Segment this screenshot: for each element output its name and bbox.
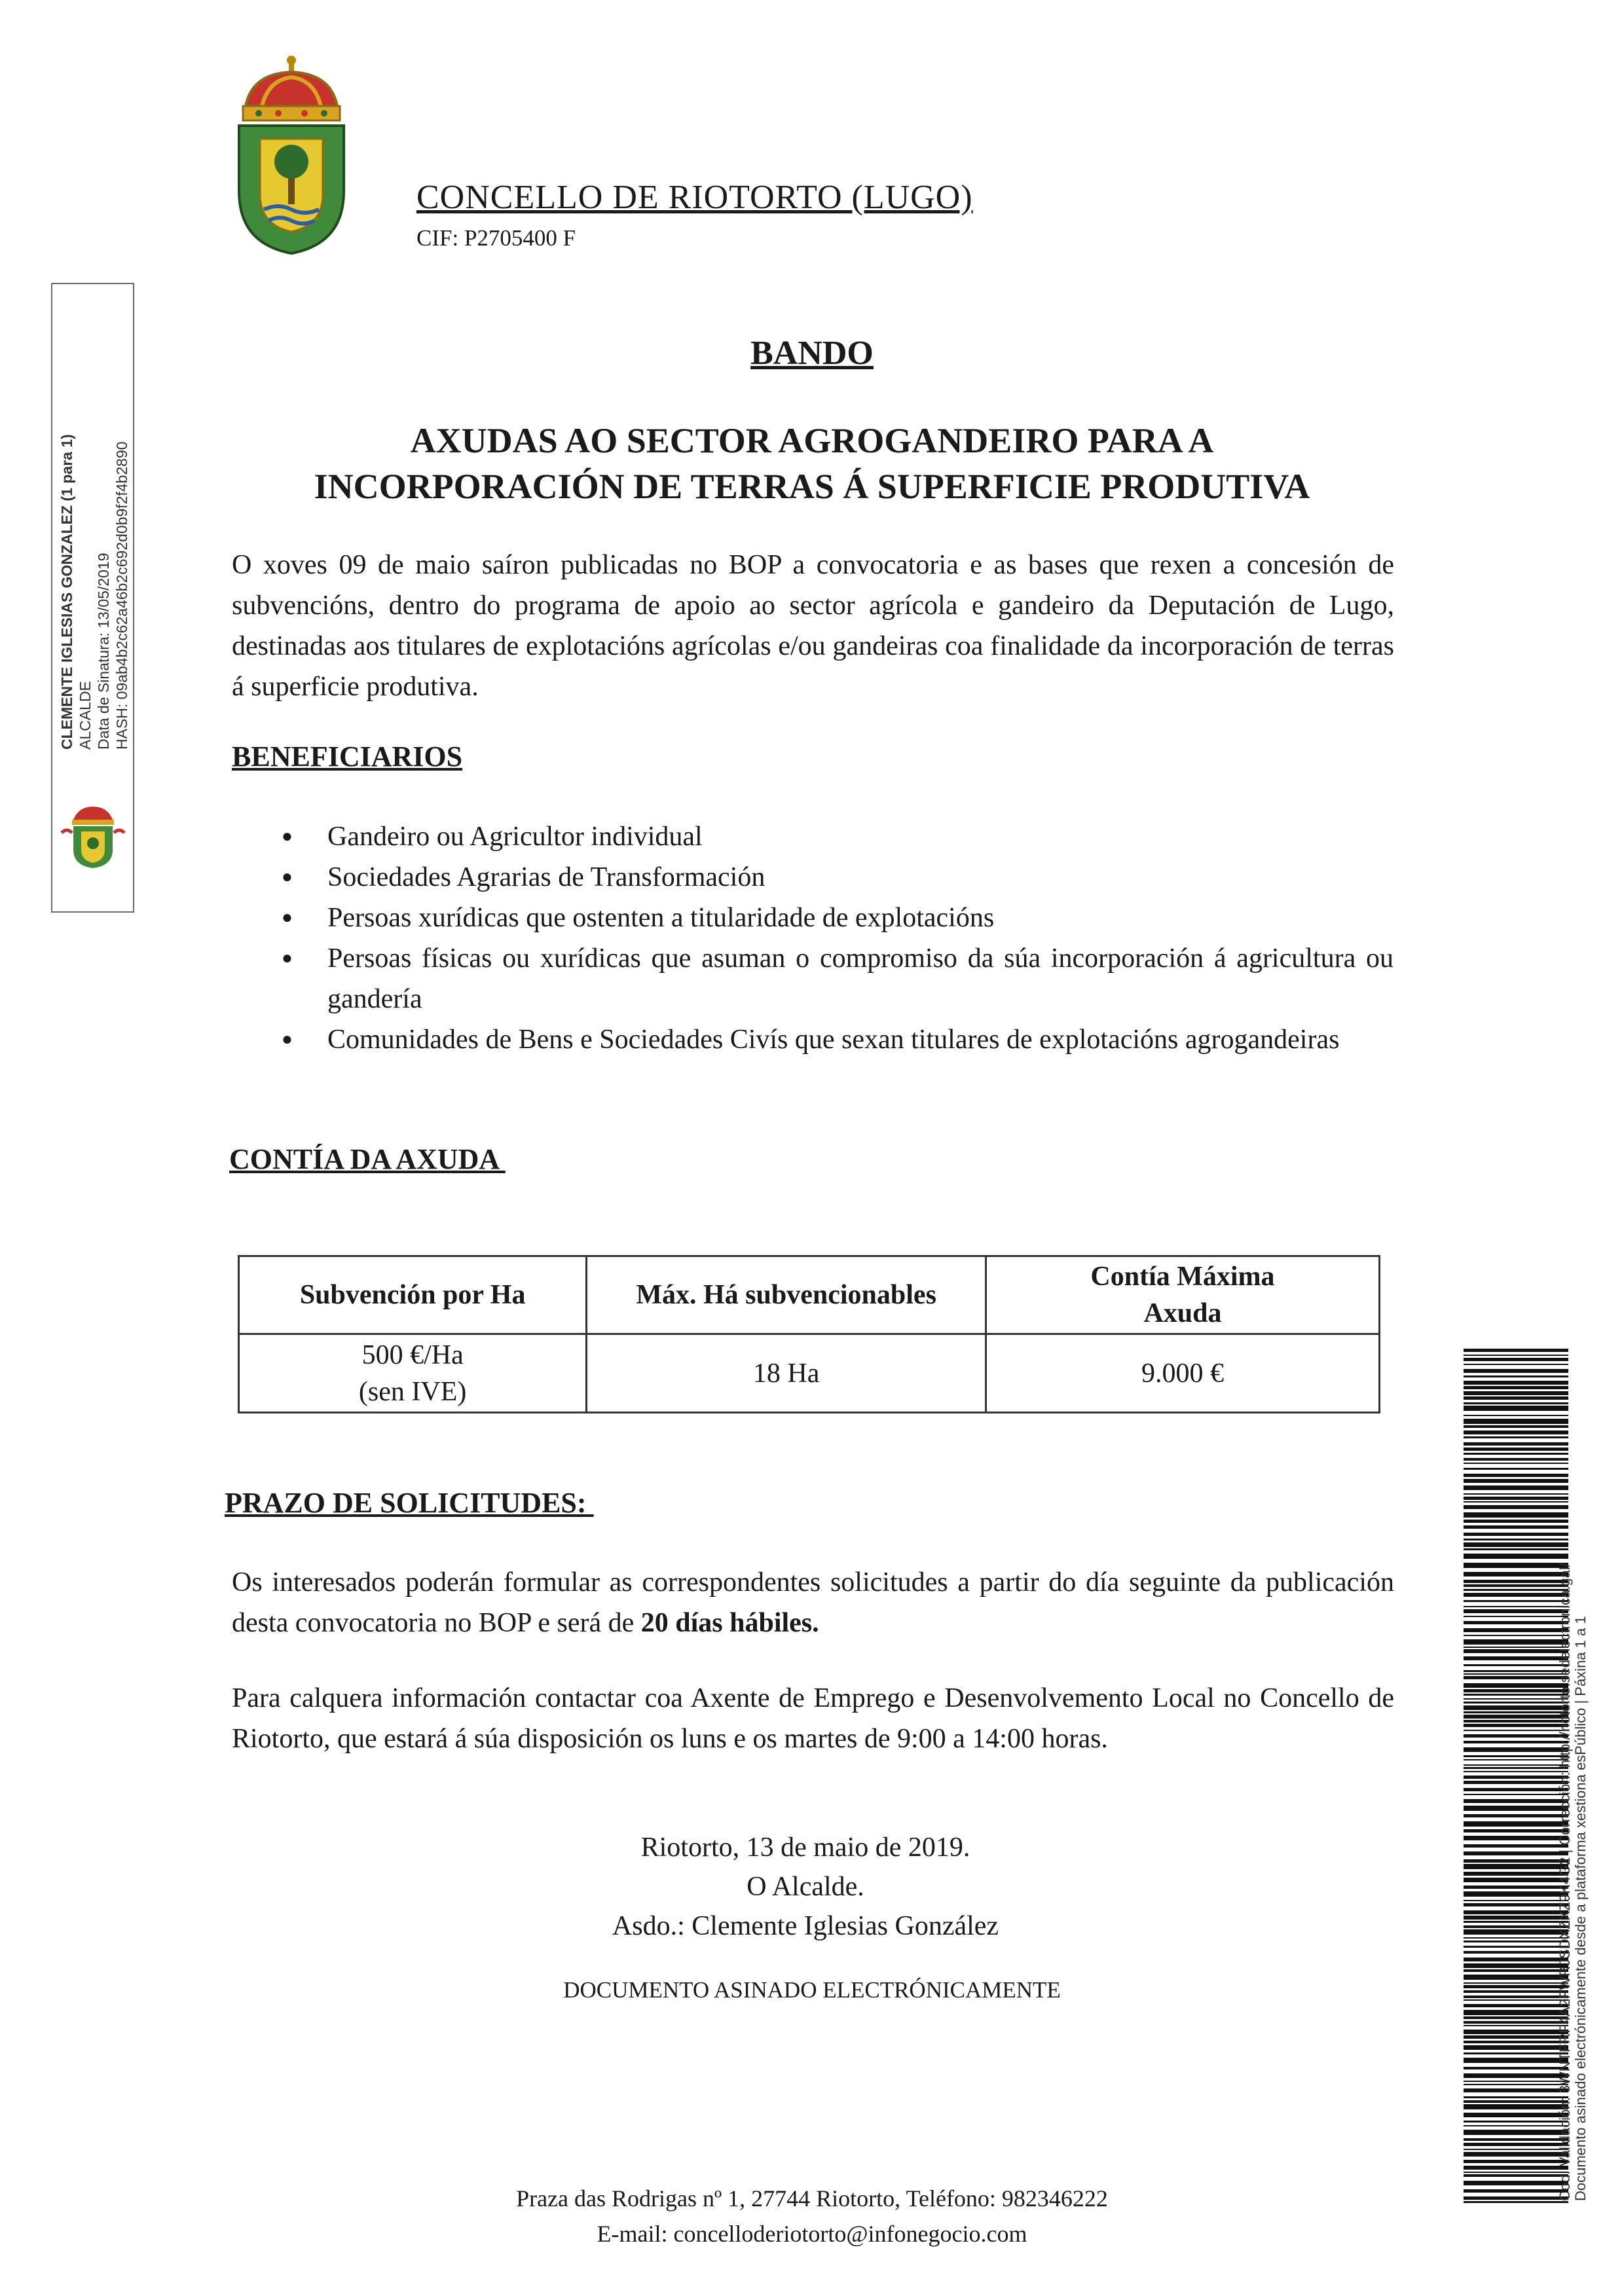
barcode-bar [1464,2021,1568,2024]
deadline-heading: PRAZO DE SOLICITUDES: [225,1487,594,1519]
barcode-bar [1464,1606,1568,1607]
barcode-bar [1464,2104,1568,2109]
barcode-bar [1464,1958,1568,1961]
table-header-cell: Subvención por Ha [239,1256,587,1334]
barcode-bar [1464,1355,1568,1356]
barcode-bar [1464,1929,1568,1935]
barcode-bar [1464,1990,1568,1993]
barcode-bar [1464,2088,1568,2092]
barcode-bar [1464,1982,1568,1984]
barcode-bar [1464,2016,1568,2019]
barcode-bar [1464,2174,1568,2177]
beneficiaries-list [275,816,1393,1060]
barcode-bar [1464,1747,1568,1752]
barcode-bar [1464,1995,1568,1998]
municipal-crest-icon [232,54,350,257]
barcode-bar [1464,1711,1568,1713]
barcode-bar [1464,1497,1568,1500]
list-item: ● Gandeiro ou Agricultor individual [275,816,1393,857]
barcode-bar [1464,1702,1568,1704]
barcode-bar [1464,1794,1568,1795]
barcode-bar [1464,1628,1568,1632]
table-cell-line: 500 €/Ha [361,1339,464,1370]
barcode-bar [1464,1593,1568,1597]
barcode-bar [1464,2041,1568,2043]
barcode-bar [1464,1463,1568,1464]
barcode-bar [1464,1903,1568,1906]
electronic-signature-note: DOCUMENTO ASINADO ELECTRÓNICAMENTE [563,1977,1061,2003]
barcode-bar [1464,1829,1568,1832]
barcode-bar [1464,1767,1568,1769]
table-row [239,1334,1380,1413]
barcode-bar [1464,1647,1568,1648]
barcode-bar [1464,1448,1568,1451]
barcode-bar [1464,1525,1568,1529]
barcode-bar [1464,1505,1568,1509]
barcode-bar [1464,1670,1568,1672]
barcode-bar [1464,1788,1568,1791]
barcode-bar [1464,2143,1568,2146]
signer-name: Asdo.: Clemente Iglesias González [612,1911,999,1941]
barcode-bar [1464,1364,1568,1365]
barcode-bar [1464,2160,1568,2163]
title-line-1: AXUDAS AO SECTOR AGROGANDEIRO PARA A [410,421,1214,460]
barcode-bar [1464,1764,1568,1766]
barcode-bar [1464,2045,1568,2050]
closing-block [511,1828,1100,1946]
barcode-bar [1464,1925,1568,1928]
beneficiaries-heading: BENEFICIARIOS [232,740,463,773]
organization-cif: CIF: P2705400 F [416,225,576,251]
barcode-bar [1464,2030,1568,2034]
barcode-bar [1464,1493,1568,1495]
barcode-bar [1464,1683,1568,1688]
contact-info-paragraph: Para calquera información contactar coa Axente de Emprego e Desenvolvemento Local no Concello de Riotorto, que estará á súa disposición os luns e os martes de 9:00 a 14:00 horas. [232,1683,1394,1754]
barcode-bar [1464,2058,1568,2063]
barcode-bar [1464,1589,1568,1591]
deadline-days: 20 días hábiles. [640,1608,819,1638]
barcode-bar [1464,2196,1568,2200]
barcode-bar [1464,1542,1568,1547]
table-header-line: Axuda [1143,1298,1222,1328]
barcode-bar [1464,1554,1568,1559]
barcode-bar [1464,1963,1568,1968]
barcode-bar [1464,1656,1568,1660]
barcode-bar [1464,2096,1568,2098]
barcode-bar [1464,1814,1568,1817]
list-item: ● Sociedades Agrarias de Transformación [275,857,1393,898]
organization-name: CONCELLO DE RIOTORTO (LUGO) [416,179,973,216]
deadline-paragraph [232,1562,1394,1643]
barcode-bar [1464,1985,1568,1988]
barcode-bar [1464,1776,1568,1779]
barcode-bar [1464,2201,1568,2203]
barcode-icon [1464,1349,1568,2203]
barcode-bar [1464,1886,1568,1889]
barcode-bar [1464,1639,1568,1645]
barcode-bar [1464,1649,1568,1653]
barcode-bar [1464,2130,1568,2135]
barcode-bar [1464,1705,1568,1710]
barcode-bar [1464,1430,1568,1434]
footer-email: E-mail: concelloderiotorto@infonegocio.com [597,2221,1027,2247]
barcode-bar [1464,1425,1568,1428]
barcode-bar [1464,1664,1568,1666]
signature-date: Data de Sinatura: 13/05/2019 [95,553,112,750]
table-cell: 9.000 € [986,1334,1379,1413]
document-type-heading: BANDO [750,335,874,372]
signature-hash: HASH: 09ab4b2c62a46b2c692d0b9f2f4b2890 [113,441,130,750]
barcode-bar [1464,1999,1568,2001]
barcode-bar [1464,1689,1568,1692]
barcode-bar [1464,1878,1568,1882]
barcode-bar [1464,1921,1568,1923]
barcode-bar [1464,1349,1568,1352]
barcode-bar [1464,2035,1568,2039]
barcode-bar [1464,1474,1568,1477]
barcode-bar [1464,1419,1568,1424]
barcode-bar [1464,1520,1568,1523]
barcode-bar [1464,2121,1568,2123]
barcode-bar [1464,1910,1568,1914]
table-header-cell: Máx. Há subvencionables [587,1256,986,1334]
barcode-bar [1464,1844,1568,1848]
barcode-bar [1464,1724,1568,1727]
barcode-bar [1464,1501,1568,1503]
barcode-bar [1464,2100,1568,2103]
barcode-bar [1464,1468,1568,1470]
barcode-bar [1464,2138,1568,2141]
table-header-row [239,1256,1380,1334]
barcode-bar [1464,2152,1568,2157]
barcode-bar [1464,1946,1568,1948]
barcode-bar [1464,2067,1568,2069]
barcode-bar [1464,2189,1568,2193]
barcode-bar [1464,2010,1568,2015]
barcode-bar [1464,1584,1568,1587]
barcode-bar [1464,1720,1568,1722]
table-cell [239,1334,587,1413]
barcode-bar [1464,1396,1568,1400]
barcode-bar [1464,1864,1568,1869]
barcode-bar [1464,1369,1568,1373]
barcode-bar [1464,2025,1568,2026]
barcode-bar [1464,2081,1568,2082]
barcode-bar [1464,1676,1568,1679]
barcode-bar [1464,1358,1568,1361]
barcode-bar [1464,1759,1568,1760]
barcode-bar [1464,1381,1568,1385]
stamp-crest-icon [59,804,127,869]
barcode-bar [1464,1616,1568,1617]
validation-line-1: Cod. Validación: 3WNTFRF4A2FWRJSDXZXZ9K4G2 | Corrección: http://riotorto.sedelectronica.gal/ [1557,1563,1573,2201]
barcode-bar [1464,2181,1568,2185]
barcode-bar [1464,2052,1568,2054]
table-cell: 18 Ha [587,1334,986,1413]
validation-code [1557,1563,1589,2201]
barcode-bar [1464,1771,1568,1772]
barcode-bar [1464,1458,1568,1461]
barcode-bar [1464,1609,1568,1613]
barcode-bar [1464,1872,1568,1876]
barcode-bar [1464,1406,1568,1411]
barcode-bar [1464,1533,1568,1536]
place-date: Riotorto, 13 de maio de 2019. [640,1832,970,1863]
barcode-bar [1464,1741,1568,1743]
signature-signer: CLEMENTE IGLESIAS GONZALEZ (1 para 1) [58,434,75,750]
barcode-bar [1464,1442,1568,1446]
barcode-bar [1464,1635,1568,1636]
barcode-bar [1464,1900,1568,1901]
barcode-bar [1464,1512,1568,1518]
barcode-bar [1464,1563,1568,1568]
signer-role: O Alcalde. [747,1872,864,1902]
barcode-bar [1464,1734,1568,1738]
barcode-bar [1464,1937,1568,1939]
barcode-bar [1464,1755,1568,1757]
intro-paragraph: O xoves 09 de maio saíron publicadas no BOP a convocatoria e as bases que rexen a concesión de subvencións, dentro do programa de apoio ao sector agrícola e gandeiro da Deputación de Lugo, destinadas aos titulares de explotacións agrícolas e/ou gandeiras coa finalidade da incorporación de terras á superficie produtiva. [232,550,1394,702]
barcode-bar [1464,1539,1568,1540]
validation-line-2: Documento asinado electrónicamente desde a plataforma xestiona esPúblico | Páxina 1 a 1 [1572,1616,1589,2201]
barcode-bar [1464,1621,1568,1624]
table-header-cell [986,1256,1379,1334]
barcode-bar [1464,1836,1568,1840]
barcode-bar [1464,1941,1568,1942]
barcode-bar [1464,1548,1568,1550]
signature-role: ALCALDE [77,681,94,750]
signature-stamp [58,434,131,750]
barcode-bar [1464,2084,1568,2085]
barcode-bar [1464,1402,1568,1404]
barcode-bar [1464,1673,1568,1675]
barcode-bar [1464,1806,1568,1811]
table-cell-line: (sen IVE) [358,1376,467,1407]
barcode-bar [1464,1730,1568,1731]
aid-amount-table [238,1255,1380,1413]
barcode-bar [1464,1799,1568,1803]
barcode-bar [1464,2172,1568,2173]
list-item: ● Persoas xurídicas que ostenten a titularidade de explotacións [275,898,1393,938]
barcode-bar [1464,1969,1568,1972]
barcode-bar [1464,1821,1568,1827]
barcode-bar [1464,1436,1568,1438]
barcode-bar [1464,1694,1568,1696]
table-header-line: Contía Máxima [1090,1262,1275,1292]
amount-heading: CONTÍA DA AXUDA [229,1143,506,1175]
barcode-bar [1464,1916,1568,1920]
footer-address: Praza das Rodrigas nº 1, 27744 Riotorto, Teléfono: 982346222 [516,2185,1108,2212]
barcode-bar [1464,1891,1568,1897]
barcode-bar [1464,1781,1568,1784]
barcode-bar [1464,2004,1568,2007]
barcode-bar [1464,1376,1568,1377]
barcode-bar [1464,2149,1568,2150]
title-line-2: INCORPORACIÓN DE TERRAS Á SUPERFICIE PRODUTIVA [314,467,1310,506]
barcode-bar [1464,1453,1568,1455]
barcode-bar [1464,1386,1568,1389]
footer [393,2181,1231,2251]
barcode-bar [1464,1715,1568,1719]
barcode-bar [1464,1859,1568,1863]
barcode-bar [1464,2125,1568,2126]
barcode-bar [1464,1485,1568,1490]
barcode-bar [1464,2166,1568,2170]
barcode-bar [1464,1851,1568,1855]
barcode-bar [1464,1391,1568,1395]
list-item: ● Comunidades de Bens e Sociedades Civís que sexan titulares de explotacións agrogandeiras [275,1019,1393,1060]
barcode-bar [1464,1479,1568,1483]
barcode-bar [1464,1951,1568,1954]
document-title [236,418,1388,509]
barcode-bar [1464,1415,1568,1416]
barcode-bar [1464,1698,1568,1700]
barcode-bar [1464,1975,1568,1980]
barcode-bar [1464,2113,1568,2117]
barcode-bar [1464,1580,1568,1583]
deadline-text: Os interesados poderán formular as correspondentes solicitudes a partir do día seguinte da publicación desta convocatoria no BOP e será de [232,1567,1394,1638]
barcode-bar [1464,2073,1568,2078]
barcode-bar [1464,1572,1568,1576]
list-item: ● Persoas físicas ou xurídicas que asuman o compromiso da súa incorporación á agricultura ou gandería [275,938,1393,1019]
barcode-bar [1464,1600,1568,1602]
